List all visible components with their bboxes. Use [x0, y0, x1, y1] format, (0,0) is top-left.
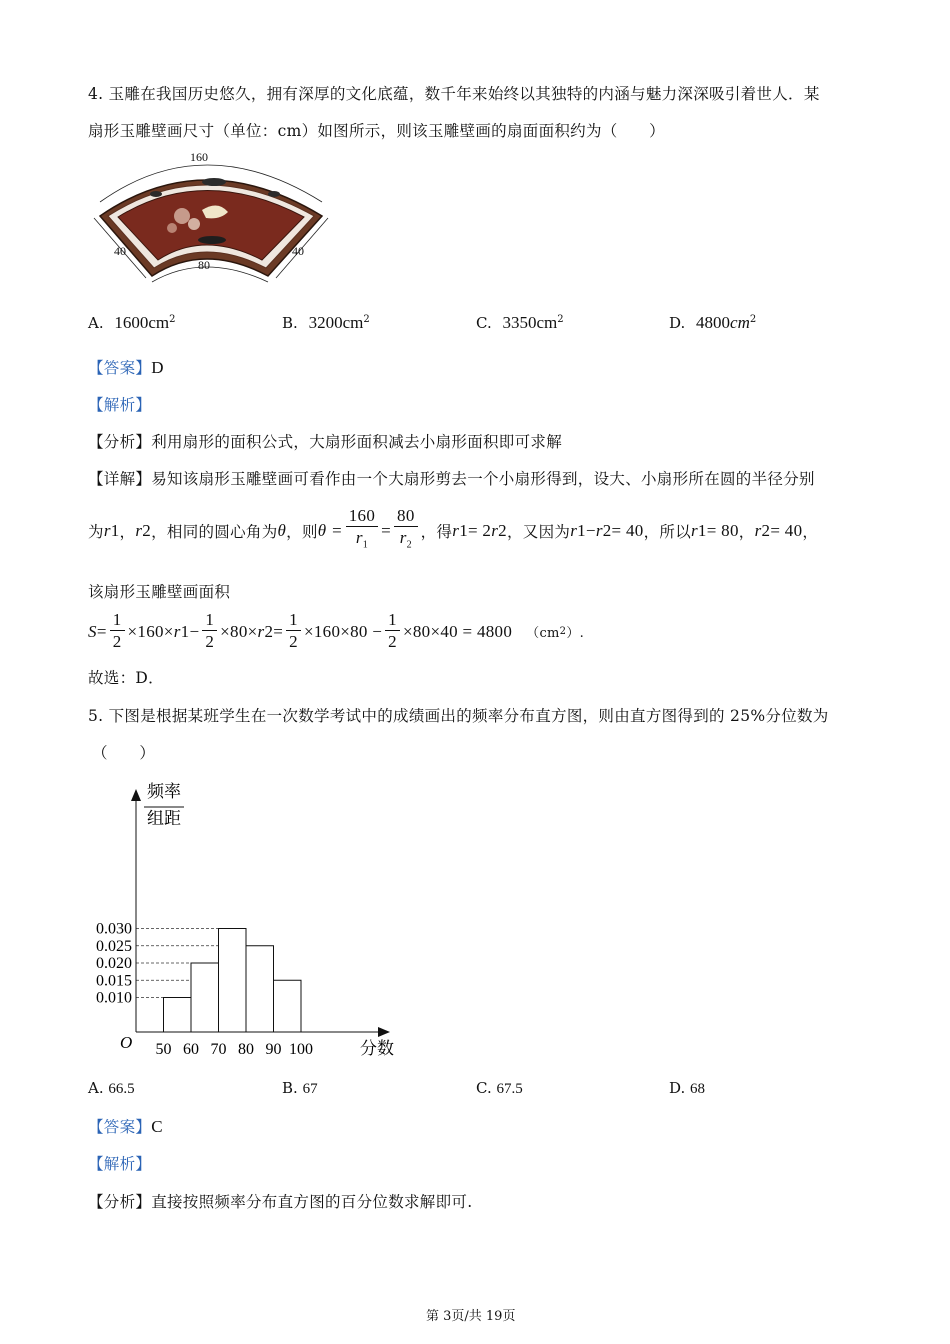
side-ornament [150, 191, 162, 197]
q4-option-b[interactable] [282, 313, 370, 333]
x-tick-label: 50 [155, 1041, 172, 1058]
math-sub: 1 [459, 521, 468, 541]
math-expr: ×80× [220, 621, 258, 641]
x-tick-label: 80 [238, 1041, 254, 1058]
y-axis-arrow-icon [131, 789, 141, 801]
q4-option-c[interactable] [476, 313, 564, 333]
y-tick-label: 0.010 [96, 989, 132, 1007]
detail-text: ，所以 [643, 523, 691, 542]
rock-decoration [198, 236, 226, 244]
ylabel-denominator: 组距 [147, 809, 181, 828]
option-letter: B. [282, 314, 298, 332]
fraction-numerator: 160 [346, 506, 378, 527]
math-var: r [691, 521, 698, 541]
detail-text: 易知该扇形玉雕壁画可看作由一个大扇形剪去一个小扇形得到，设大、小扇形所在圆的半径分别 [151, 470, 815, 488]
q4-area-formula [88, 610, 584, 653]
q4-option-a[interactable] [88, 313, 176, 333]
answer-tag: 【答案】 [88, 359, 152, 377]
option-letter: C. [476, 314, 492, 332]
math-expr: ×160×80 − [303, 621, 383, 641]
option-value: 4800 [696, 313, 731, 332]
math-expr: θ = [317, 521, 343, 541]
math-expr: = 40 [770, 521, 803, 541]
q4-stem-line2: 扇形玉雕壁画尺寸（单位：cm）如图所示，则该玉雕壁画的扇面面积约为（ ） [88, 122, 665, 140]
q4-answer-line [88, 356, 164, 378]
option-value: 66.5 [108, 1081, 135, 1097]
detail-text: ，则 [286, 523, 318, 542]
y-tick-label: 0.030 [96, 920, 132, 938]
math-var: S [88, 621, 97, 641]
fraction-numerator: 1 [110, 610, 125, 631]
math-var: r [570, 521, 578, 541]
math-sub: 1 [362, 539, 369, 551]
q4-stem-line1: 4. 玉雕在我国历史悠久，拥有深厚的文化底蕴，数千年来始终以其独特的内涵与魅力深深吸引着世人．某 [88, 85, 820, 103]
dim-label-right: 40 [292, 244, 304, 258]
x-axis-label: 分数 [360, 1039, 394, 1058]
math-expr: = [273, 621, 284, 641]
fraction-denominator: 2 [388, 632, 397, 651]
q4-conclusion: 故选：D． [88, 669, 164, 687]
flower-decoration [167, 223, 177, 233]
ylabel-numerator: 频率 [147, 782, 181, 801]
option-letter: A. [88, 314, 104, 332]
math-expr: = 80 [706, 521, 739, 541]
option-sup: 2 [363, 314, 370, 325]
q5-analysis-tag: 【解析】 [88, 1155, 152, 1173]
jade-fan-figure [86, 150, 336, 290]
q5-stem-line1: 5. 下图是根据某班学生在一次数学考试中的成绩画出的频率分布直方图，则由直方图得到的 25%分位数为 [88, 707, 829, 725]
q4-option-d[interactable] [669, 313, 756, 333]
option-sup: 2 [749, 314, 757, 325]
math-expr: − [585, 521, 596, 541]
option-sup: 2 [557, 314, 564, 325]
x-tick-label: 70 [210, 1041, 227, 1058]
math-var: r [135, 521, 143, 541]
math-var: r [103, 521, 111, 541]
detail-text: ，相同的圆心角为 [151, 523, 278, 542]
side-ornament [268, 191, 280, 197]
math-sub: 1 [180, 621, 190, 641]
x-tick-label: 90 [265, 1041, 282, 1058]
fenxi-text: 直接按照频率分布直方图的百分位数求解即可. [151, 1193, 473, 1211]
histogram-bar [191, 963, 219, 1032]
option-value: 67.5 [496, 1081, 523, 1097]
dim-label-top: 160 [190, 150, 208, 164]
histogram-bar [274, 980, 302, 1032]
detail-text: ， [119, 523, 136, 542]
dim-label-bottom: 80 [198, 258, 210, 272]
fraction-denominator: 2 [289, 632, 298, 651]
histogram-bar [219, 929, 247, 1033]
q4-analysis-tag: 【解析】 [88, 396, 152, 414]
option-value: 3200cm [308, 313, 364, 332]
fraction-half [286, 610, 301, 653]
option-letter: B. [282, 1079, 298, 1097]
math-sup: 2 [559, 626, 567, 637]
flower-decoration [188, 218, 200, 230]
q5-option-d[interactable] [669, 1079, 705, 1098]
math-var: r [491, 521, 499, 541]
math-expr: = [381, 521, 392, 541]
unit-text: ）. [566, 626, 585, 641]
fraction-denominator: 2 [205, 632, 215, 651]
option-value: 3350cm [502, 313, 558, 332]
math-var: r [399, 528, 407, 547]
option-letter: A. [88, 1079, 104, 1097]
option-unit: cm [730, 313, 750, 332]
fraction-half [202, 610, 217, 653]
fan-painting-svg [86, 150, 336, 290]
option-value: 1600cm [114, 313, 170, 332]
option-letter: D. [669, 314, 686, 332]
math-var: θ [277, 521, 287, 541]
flower-decoration [174, 208, 190, 224]
fraction-half [110, 610, 125, 653]
histogram-bar [164, 998, 192, 1033]
option-letter: D. [669, 1079, 686, 1097]
math-var: r [595, 521, 603, 541]
top-ornament [202, 178, 226, 186]
math-var: r [173, 621, 181, 641]
fenxi-text: 利用扇形的面积公式，大扇形面积减去小扇形面积即可求解 [151, 433, 563, 451]
q5-option-c[interactable] [476, 1079, 523, 1098]
q5-answer-line [88, 1115, 163, 1137]
math-sub: 2 [264, 621, 274, 641]
option-sup: 2 [169, 314, 176, 325]
fraction-160-r1 [346, 506, 378, 556]
math-sub: 2 [406, 539, 412, 551]
fraction-80-r2 [394, 506, 418, 556]
detail-text: ，得 [420, 523, 453, 542]
x-axis-arrow-icon [378, 1027, 390, 1037]
q4-detail-line2 [88, 506, 818, 556]
math-expr: = [96, 621, 107, 641]
option-value: 68 [690, 1081, 706, 1097]
detail-text: ，又因为 [506, 523, 571, 542]
x-tick-label: 60 [183, 1041, 199, 1058]
answer-tag: 【答案】 [88, 1118, 152, 1136]
fraction-denominator: 2 [112, 632, 122, 651]
y-tick-label: 0.020 [96, 955, 132, 972]
math-expr: − [189, 621, 200, 641]
detail-tag: 【详解】 [88, 470, 152, 488]
math-sub: 2 [602, 521, 612, 541]
math-sub: 1 [577, 521, 586, 541]
q4-fenxi-line [88, 430, 562, 452]
page-footer: 第 3页/共 19页 [426, 1309, 516, 1324]
option-letter: C. [476, 1079, 492, 1097]
unit-text: （cm [526, 626, 560, 641]
detail-text: ， [738, 523, 755, 542]
math-expr: = 2 [468, 521, 492, 541]
histogram-bar [246, 946, 274, 1032]
fenxi-tag: 【分析】 [88, 433, 152, 451]
y-tick-label: 0.025 [96, 937, 132, 955]
detail-text: 为 [88, 523, 104, 542]
math-var: r [355, 528, 363, 547]
histogram-svg [84, 775, 404, 1065]
math-expr: = 40 [611, 521, 644, 541]
q5-fenxi-line [88, 1190, 472, 1212]
y-tick-label: 0.015 [96, 972, 132, 990]
math-var: r [754, 521, 762, 541]
fenxi-tag: 【分析】 [88, 1193, 152, 1211]
x-tick-label: 100 [289, 1041, 313, 1058]
answer-value: C [151, 1117, 163, 1136]
math-sub: 2 [761, 521, 771, 541]
frequency-histogram [84, 775, 404, 1065]
fraction-numerator: 1 [286, 610, 301, 631]
math-var: r [452, 521, 460, 541]
math-sub: 2 [142, 521, 152, 541]
detail-text: ， [802, 523, 819, 542]
dim-arc-80 [152, 267, 268, 282]
q5-option-a[interactable] [88, 1079, 135, 1098]
q4-detail-line1 [88, 467, 815, 489]
fraction-half [385, 610, 400, 653]
q5-stem-line2: （ ） [92, 744, 156, 762]
origin-label: O [120, 1033, 133, 1052]
math-sub: 1 [110, 521, 120, 541]
math-expr: ×160× [127, 621, 174, 641]
fraction-numerator: 80 [394, 506, 418, 527]
fraction-numerator: 1 [385, 610, 400, 631]
q4-detail-line3: 该扇形玉雕壁画面积 [88, 583, 231, 601]
math-var: r [257, 621, 265, 641]
answer-value: D [151, 358, 164, 377]
math-expr: ×80×40 = 4800 [402, 621, 513, 641]
q5-option-b[interactable] [282, 1079, 318, 1098]
dim-label-left: 40 [114, 244, 126, 258]
option-value: 67 [302, 1081, 318, 1097]
math-sub: 1 [697, 521, 707, 541]
math-sub: 2 [498, 521, 507, 541]
fraction-numerator: 1 [202, 610, 217, 631]
